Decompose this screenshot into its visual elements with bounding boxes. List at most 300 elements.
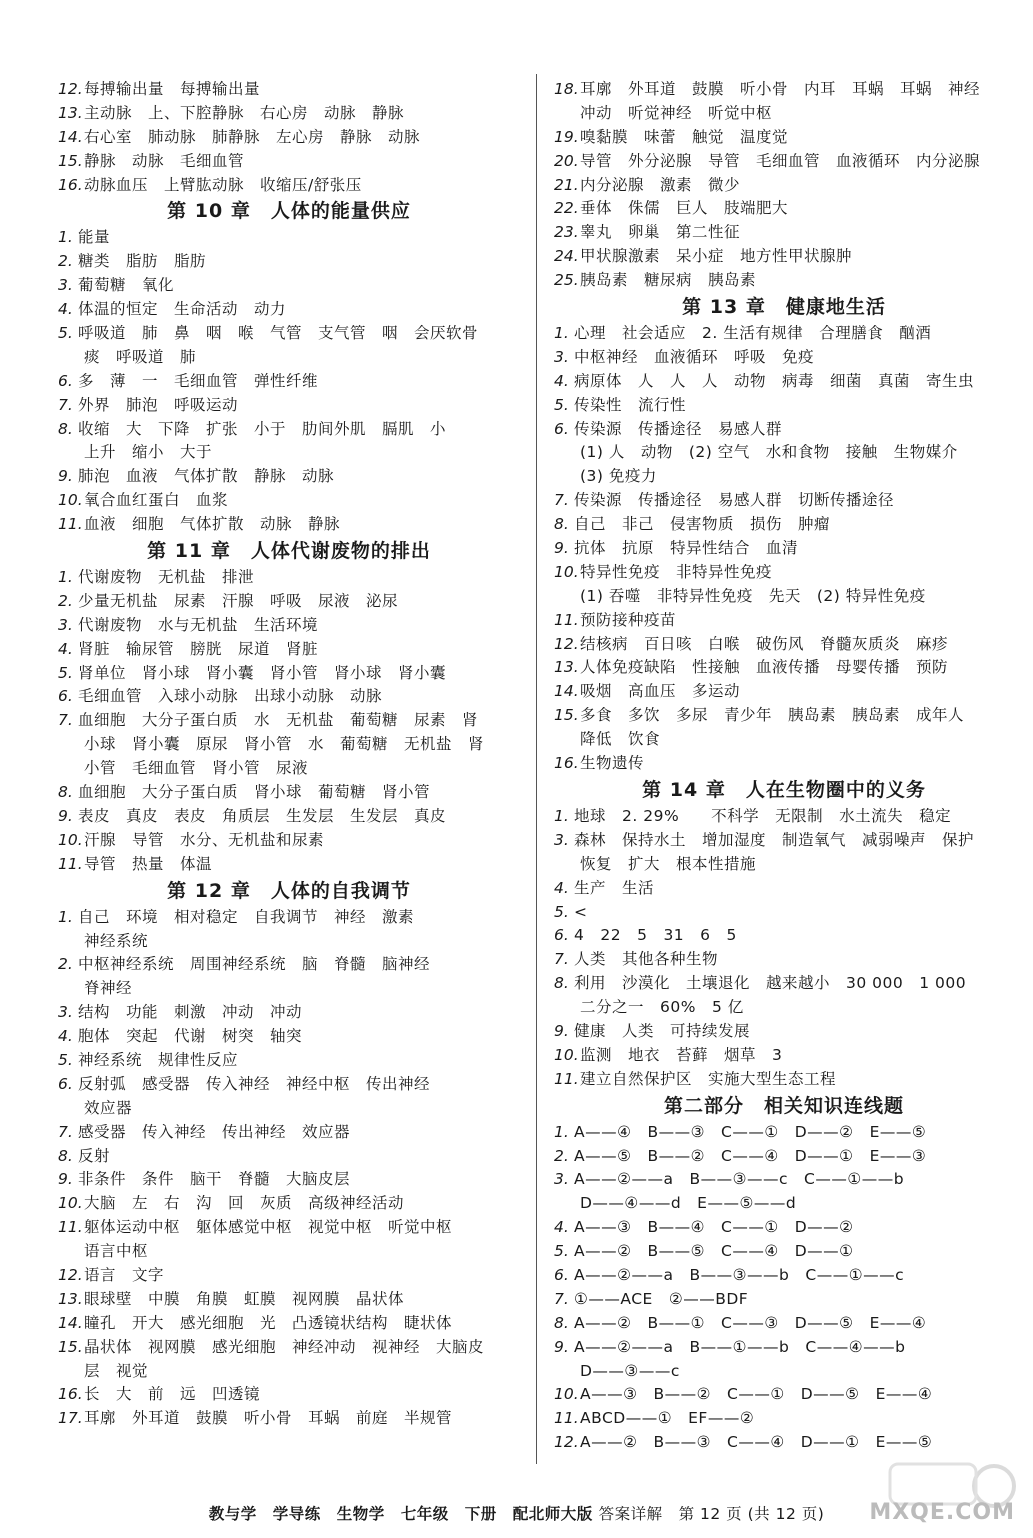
answer-line — [58, 465, 520, 489]
answer-line — [554, 269, 1014, 293]
chapter-heading: 第二部分 相关知识连线题 — [663, 1094, 904, 1117]
question-number: 12. — [58, 80, 83, 98]
answer-line — [58, 174, 520, 198]
answer-line — [58, 102, 520, 126]
answer-line — [58, 126, 520, 150]
answer-text: A——② B——③ C——④ D——① E——⑤ — [580, 1433, 933, 1452]
answer-text: 多 薄 一 毛细血管 弹性纤维 — [78, 371, 319, 390]
answer-text: 语言 文字 — [84, 1265, 165, 1284]
answer-continuation — [554, 585, 1014, 609]
answer-line — [58, 829, 520, 853]
answer-continuation — [58, 346, 520, 370]
answer-text: 预防接种疫苗 — [580, 610, 677, 629]
question-number: 14. — [58, 127, 83, 146]
question-number: 3. — [58, 615, 73, 634]
answer-text: 语言中枢 — [84, 1242, 149, 1261]
footer-page-number: 答案详解 第 12 页 (共 12 页) — [598, 1505, 825, 1523]
question-number: 3. — [554, 347, 569, 366]
answer-text: 效应器 — [84, 1098, 133, 1117]
answer-text: 痰 呼吸道 肺 — [84, 347, 197, 366]
answer-line — [554, 197, 1014, 221]
question-number: 1. — [58, 568, 73, 587]
question-number: 4. — [554, 878, 569, 897]
question-number: 14. — [554, 682, 579, 701]
answer-text: 大脑 左 右 沟 回 灰质 高级神经活动 — [84, 1194, 405, 1213]
question-number: 3. — [554, 830, 569, 849]
question-number: 4. — [58, 300, 73, 319]
question-number: 5. — [58, 1050, 73, 1069]
question-number: 23. — [554, 223, 579, 242]
question-number: 16. — [554, 754, 579, 773]
answer-text: 二分之一 60% 5 亿 — [580, 998, 744, 1017]
answer-continuation — [554, 1192, 1014, 1216]
answer-line — [554, 78, 1014, 102]
answer-line — [58, 1192, 520, 1216]
answer-text: 人类 其他各种生物 — [574, 950, 719, 969]
chapter-heading: 第 11 章 人体代谢废物的排出 — [147, 540, 431, 563]
answer-text: 感受器 传入神经 传出神经 效应器 — [78, 1122, 351, 1141]
answer-text: 毛细血管 入球小动脉 出球小动脉 动脉 — [78, 687, 383, 706]
answer-line — [58, 685, 520, 709]
answer-text: 糖类 脂肪 脂肪 — [78, 252, 207, 271]
answer-text: 晶状体 视网膜 感光细胞 神经冲动 视神经 大脑皮 — [84, 1337, 485, 1356]
answer-line — [58, 250, 520, 274]
answer-continuation — [58, 757, 520, 781]
answer-line — [554, 513, 1014, 537]
answer-line — [554, 609, 1014, 633]
question-number: 21. — [554, 175, 579, 194]
watermark-text: MXQE.COM — [869, 1500, 1015, 1525]
answer-line — [58, 638, 520, 662]
answer-column-right — [554, 78, 1014, 1455]
answer-continuation — [554, 996, 1014, 1020]
question-number: 6. — [58, 1074, 73, 1093]
answer-text: 呼吸道 肺 鼻 咽 喉 气管 支气管 咽 会厌软骨 — [78, 324, 479, 343]
answer-text: 中枢神经 血液循环 呼吸 免疫 — [574, 347, 815, 366]
question-number: 12. — [58, 1265, 83, 1284]
question-number: 9. — [554, 539, 569, 558]
answer-text: 外界 肺泡 呼吸运动 — [78, 395, 239, 414]
answer-text: 体温的恒定 生命活动 动力 — [78, 300, 287, 319]
answer-line — [58, 1407, 520, 1431]
question-number: 5. — [554, 395, 569, 414]
answer-line — [58, 370, 520, 394]
question-number: 13. — [554, 658, 579, 677]
answer-line — [554, 370, 1014, 394]
question-number: 11. — [58, 515, 83, 534]
answer-text: 少量无机盐 尿素 汗腺 呼吸 尿液 泌尿 — [78, 591, 399, 610]
question-number: 7. — [554, 491, 569, 510]
answer-line — [58, 150, 520, 174]
answer-text: 特异性免疫 非特异性免疫 — [580, 562, 773, 581]
question-number: 1. — [554, 1122, 569, 1141]
answer-text: D——③——c — [580, 1361, 680, 1380]
answer-line — [554, 394, 1014, 418]
answer-text: A——②——a B——①——b C——④——b — [574, 1337, 906, 1356]
answer-text: 脊神经 — [84, 979, 133, 998]
answer-continuation — [554, 1360, 1014, 1384]
answer-line — [58, 1049, 520, 1073]
answer-line — [554, 1020, 1014, 1044]
question-number: 24. — [554, 247, 579, 266]
answer-text: A——②——a B——③——b C——①——c — [574, 1265, 905, 1284]
question-number: 10. — [58, 830, 83, 849]
question-number: 9. — [58, 467, 73, 486]
answer-continuation — [554, 102, 1014, 126]
question-number: 4. — [554, 371, 569, 390]
question-number: 1. — [58, 907, 73, 926]
answer-text: 肾脏 输尿管 膀胱 尿道 肾脏 — [78, 639, 319, 658]
answer-text: 利用 沙漠化 土壤退化 越来越小 30 000 1 000 — [574, 974, 967, 993]
answer-text: 生产 生活 — [574, 878, 655, 897]
answer-line — [58, 489, 520, 513]
question-number: 12. — [554, 634, 579, 653]
answer-text: A——⑤ B——② C——④ D——① E——③ — [574, 1146, 927, 1165]
answer-line — [554, 346, 1014, 370]
answer-line — [58, 1336, 520, 1360]
answer-continuation — [554, 728, 1014, 752]
question-number: 11. — [58, 1218, 83, 1237]
answer-text: 导管 热量 体温 — [84, 854, 213, 873]
question-number: 1. — [58, 228, 73, 247]
column-divider — [536, 74, 537, 1464]
answer-text: 小管 毛细血管 肾小管 尿液 — [84, 759, 309, 778]
question-number: 10. — [58, 491, 83, 510]
answer-text: 吸烟 高血压 多运动 — [580, 682, 741, 701]
answer-text: 降低 饮食 — [580, 730, 661, 749]
answer-line — [554, 1312, 1014, 1336]
answer-line — [554, 221, 1014, 245]
answer-line — [554, 1044, 1014, 1068]
answer-text: 收缩 大 下降 扩张 小于 肋间外肌 膈肌 小 — [78, 419, 447, 438]
question-number: 15. — [58, 1337, 83, 1356]
answer-continuation — [58, 930, 520, 954]
answer-text: A——② B——⑤ C——④ D——① — [574, 1242, 854, 1261]
answer-line — [58, 1073, 520, 1097]
question-number: 7. — [554, 1289, 569, 1308]
answer-text: 小球 肾小囊 原尿 肾小管 水 葡萄糖 无机盐 肾 — [84, 735, 485, 754]
answer-line — [554, 1216, 1014, 1240]
answer-text: 结核病 百日咳 白喉 破伤风 脊髓灰质炎 麻疹 — [580, 634, 949, 653]
answer-text: 汗腺 导管 水分、无机盐和尿素 — [84, 830, 325, 849]
footer-book-title: 教与学 学导练 生物学 七年级 下册 配北师大版 — [208, 1505, 593, 1523]
question-number: 8. — [58, 783, 73, 802]
question-number: 8. — [554, 1313, 569, 1332]
answer-text: 每搏输出量 每搏输出量 — [84, 80, 261, 98]
answer-text: 神经系统 规律性反应 — [78, 1050, 239, 1069]
answer-line — [554, 877, 1014, 901]
question-number: 9. — [554, 1021, 569, 1040]
question-number: 10. — [58, 1194, 83, 1213]
answer-text: 上升 缩小 大于 — [84, 443, 213, 462]
answer-line — [58, 513, 520, 537]
answer-line — [554, 1383, 1014, 1407]
question-number: 2. — [58, 955, 73, 974]
question-number: 11. — [554, 610, 579, 629]
question-number: 22. — [554, 199, 579, 218]
answer-line — [554, 1121, 1014, 1145]
question-number: 3. — [58, 276, 73, 295]
answer-text: 能量 — [78, 228, 111, 247]
answer-text: 耳廓 外耳道 鼓膜 听小骨 耳蜗 前庭 半规管 — [84, 1409, 453, 1428]
question-number: 8. — [58, 1146, 73, 1165]
answer-line — [554, 680, 1014, 704]
question-number: 7. — [554, 950, 569, 969]
answer-text: 传染源 传播途径 易感人群 切断传播途径 — [574, 491, 895, 510]
answer-text: 内分泌腺 激素 微少 — [580, 175, 741, 194]
answer-text: 垂体 侏儒 巨人 肢端肥大 — [580, 199, 789, 218]
question-number: 2. — [58, 591, 73, 610]
answer-line — [58, 1168, 520, 1192]
question-number: 9. — [58, 806, 73, 825]
answer-line — [554, 805, 1014, 829]
answer-line — [58, 853, 520, 877]
answer-text: A——②——a B——③——c C——①——b — [574, 1170, 905, 1189]
answer-text: (1) 吞噬 非特异性免疫 先天 (2) 特异性免疫 — [580, 586, 926, 605]
answer-line — [58, 709, 520, 733]
answer-continuation — [58, 977, 520, 1001]
answer-text: 中枢神经系统 周围神经系统 脑 脊髓 脑神经 — [78, 955, 431, 974]
answer-line — [58, 1264, 520, 1288]
answer-text: 反射弧 感受器 传入神经 神经中枢 传出神经 — [78, 1074, 431, 1093]
answer-line — [554, 322, 1014, 346]
question-number: 2. — [554, 1146, 569, 1165]
answer-text: 右心室 肺动脉 肺静脉 左心房 静脉 动脉 — [84, 127, 421, 146]
answer-line — [554, 418, 1014, 442]
answer-text: 传染性 流行性 — [574, 395, 687, 414]
answer-text: 代谢废物 水与无机盐 生活环境 — [78, 615, 319, 634]
answer-text: 建立自然保护区 实施大型生态工程 — [580, 1069, 837, 1088]
answer-continuation — [554, 465, 1014, 489]
answer-text: A——② B——① C——③ D——⑤ E——④ — [574, 1313, 927, 1332]
answer-continuation — [58, 1240, 520, 1264]
question-number: 16. — [58, 175, 83, 194]
chapter-heading: 第 13 章 健康地生活 — [682, 296, 886, 319]
answer-line — [554, 150, 1014, 174]
answer-line — [58, 1145, 520, 1169]
chapter-heading: 第 14 章 人在生物圈中的义务 — [642, 778, 926, 801]
question-number: 8. — [58, 419, 73, 438]
answer-line — [58, 781, 520, 805]
question-number: 13. — [58, 1289, 83, 1308]
answer-text: 肺泡 血液 气体扩散 静脉 动脉 — [78, 467, 335, 486]
question-number: 13. — [58, 103, 83, 122]
question-number: 6. — [58, 687, 73, 706]
answer-text: 自己 非己 侵害物质 损伤 肿瘤 — [574, 515, 831, 534]
answer-text: 非条件 条件 脑干 脊髓 大脑皮层 — [78, 1170, 351, 1189]
answer-text: 眼球壁 中膜 角膜 虹膜 视网膜 晶状体 — [84, 1289, 405, 1308]
answer-line — [58, 394, 520, 418]
answer-line — [58, 1121, 520, 1145]
question-number: 7. — [58, 711, 73, 730]
answer-line — [58, 1312, 520, 1336]
answer-text: 胞体 突起 代谢 树突 轴突 — [78, 1027, 303, 1046]
answer-line — [554, 126, 1014, 150]
answer-line — [58, 805, 520, 829]
answer-text: 地球 2. 29% 不科学 无限制 水土流失 稳定 — [574, 806, 952, 825]
answer-line — [58, 590, 520, 614]
answer-text: 瞳孔 开大 感光细胞 光 凸透镜状结构 睫状体 — [84, 1313, 453, 1332]
answer-text: (1) 人 动物 (2) 空气 水和食物 接触 生物媒介 — [580, 443, 958, 462]
answer-text: 肾单位 肾小球 肾小囊 肾小管 肾小球 肾小囊 — [78, 663, 447, 682]
answer-text: 神经系统 — [84, 931, 149, 950]
answer-line — [58, 566, 520, 590]
question-number: 5. — [58, 324, 73, 343]
question-number: 15. — [58, 151, 83, 170]
question-number: 5. — [554, 1242, 569, 1261]
question-number: 5. — [58, 663, 73, 682]
question-number: 10. — [554, 1385, 579, 1404]
question-number: 20. — [554, 151, 579, 170]
answer-line — [554, 972, 1014, 996]
answer-text: 胰岛素 糖尿病 胰岛素 — [580, 271, 757, 290]
question-number: 25. — [554, 271, 579, 290]
answer-text: D——④——d E——⑤——d — [580, 1194, 797, 1213]
question-number: 6. — [554, 419, 569, 438]
answer-line — [58, 298, 520, 322]
answer-line — [58, 1383, 520, 1407]
answer-text: 导管 外分泌腺 导管 毛细血管 血液循环 内分泌腺 — [580, 151, 981, 170]
answer-text: 恢复 扩大 根本性措施 — [580, 854, 757, 873]
answer-line — [58, 1025, 520, 1049]
question-number: 1. — [554, 324, 569, 343]
question-number: 5. — [554, 902, 569, 921]
question-number: 8. — [554, 974, 569, 993]
question-number: 18. — [554, 80, 579, 98]
question-number: 12. — [554, 1433, 579, 1452]
question-number: 4. — [554, 1218, 569, 1237]
answer-text: 长 大 前 远 凹透镜 — [84, 1385, 261, 1404]
question-number: 14. — [58, 1313, 83, 1332]
answer-continuation — [58, 441, 520, 465]
answer-line — [554, 489, 1014, 513]
answer-text: 抗体 抗原 特异性结合 血清 — [574, 539, 799, 558]
answer-line — [554, 829, 1014, 853]
question-number: 4. — [58, 1027, 73, 1046]
answer-text: 生物遗传 — [580, 754, 645, 773]
answer-line — [554, 1068, 1014, 1092]
question-number: 6. — [554, 926, 569, 945]
answer-line — [58, 78, 520, 102]
answer-line — [58, 322, 520, 346]
answer-text: 耳廓 外耳道 鼓膜 听小骨 内耳 耳蜗 耳蜗 神经 — [580, 80, 981, 98]
answer-text: 层 视觉 — [84, 1361, 149, 1380]
question-number: 10. — [554, 562, 579, 581]
answer-continuation — [554, 441, 1014, 465]
answer-text: 结构 功能 刺激 冲动 冲动 — [78, 1003, 303, 1022]
question-number: 4. — [58, 639, 73, 658]
answer-text: 心理 社会适应 2. 生活有规律 合理膳食 酗酒 — [574, 324, 932, 343]
answer-line — [554, 948, 1014, 972]
question-number: 6. — [554, 1265, 569, 1284]
answer-continuation — [58, 1097, 520, 1121]
question-number: 7. — [58, 395, 73, 414]
answer-text: 静脉 动脉 毛细血管 — [84, 151, 245, 170]
answer-text: 健康 人类 可持续发展 — [574, 1021, 751, 1040]
answer-text: A——③ B——④ C——① D——② — [574, 1218, 854, 1237]
answer-line — [58, 662, 520, 686]
answer-text: A——④ B——③ C——① D——② E——⑤ — [574, 1122, 927, 1141]
question-number: 3. — [58, 1003, 73, 1022]
answer-text: 监测 地衣 苔藓 烟草 3 — [580, 1045, 783, 1064]
answer-line — [554, 1288, 1014, 1312]
question-number: 16. — [58, 1385, 83, 1404]
answer-text: 自己 环境 相对稳定 自我调节 神经 激素 — [78, 907, 415, 926]
answer-line — [554, 1407, 1014, 1431]
question-number: 11. — [554, 1069, 579, 1088]
answer-line — [554, 901, 1014, 925]
question-number: 19. — [554, 127, 579, 146]
answer-text: 传染源 传播途径 易感人群 — [574, 419, 783, 438]
answer-text: 甲状腺激素 呆小症 地方性甲状腺肿 — [580, 247, 853, 266]
answer-line — [554, 537, 1014, 561]
answer-line — [554, 633, 1014, 657]
answer-line — [58, 418, 520, 442]
answer-line — [58, 1216, 520, 1240]
answer-line — [554, 174, 1014, 198]
answer-text: 主动脉 上、下腔静脉 右心房 动脉 静脉 — [84, 103, 405, 122]
answer-line — [554, 924, 1014, 948]
answer-continuation — [554, 853, 1014, 877]
answer-line — [554, 245, 1014, 269]
answer-text: ABCD——① EF——② — [580, 1409, 755, 1428]
answer-text: 病原体 人 人 人 动物 病毒 细菌 真菌 寄生虫 — [574, 371, 975, 390]
question-number: 11. — [58, 854, 83, 873]
answer-line — [554, 561, 1014, 585]
answer-line — [58, 906, 520, 930]
answer-text: 躯体运动中枢 躯体感觉中枢 视觉中枢 听觉中枢 — [84, 1218, 453, 1237]
answer-text: 反射 — [78, 1146, 111, 1165]
answer-text: 冲动 听觉神经 听觉中枢 — [580, 103, 773, 122]
answer-text: 嗅黏膜 味蕾 触觉 温度觉 — [580, 127, 789, 146]
answer-line — [554, 1168, 1014, 1192]
chapter-heading: 第 12 章 人体的自我调节 — [167, 879, 411, 902]
answer-line — [554, 752, 1014, 776]
answer-text: 代谢废物 无机盐 排泄 — [78, 568, 255, 587]
question-number: 7. — [58, 1122, 73, 1141]
answer-text: 葡萄糖 氧化 — [78, 276, 175, 295]
question-number: 17. — [58, 1409, 83, 1428]
answer-line — [58, 614, 520, 638]
answer-column-left — [58, 78, 520, 1431]
answer-text: 血液 细胞 气体扩散 动脉 静脉 — [84, 515, 341, 534]
answer-text: 多食 多饮 多尿 青少年 胰岛素 胰岛素 成年人 — [580, 706, 965, 725]
question-number: 11. — [554, 1409, 579, 1428]
question-number: 9. — [58, 1170, 73, 1189]
answer-text: 表皮 真皮 表皮 角质层 生发层 生发层 真皮 — [78, 806, 447, 825]
answer-text: 4 22 5 31 6 5 — [574, 926, 737, 945]
answer-text: 睾丸 卵巢 第二性征 — [580, 223, 741, 242]
answer-line — [58, 274, 520, 298]
answer-line — [554, 1264, 1014, 1288]
answer-text: 氧合血红蛋白 血浆 — [84, 491, 229, 510]
question-number: 10. — [554, 1045, 579, 1064]
answer-line — [554, 1145, 1014, 1169]
answer-text: 森林 保持水土 增加湿度 制造氧气 减弱噪声 保护 — [574, 830, 975, 849]
question-number: 2. — [58, 252, 73, 271]
answer-line — [58, 1001, 520, 1025]
chapter-heading: 第 10 章 人体的能量供应 — [167, 200, 411, 223]
question-number: 8. — [554, 515, 569, 534]
question-number: 15. — [554, 706, 579, 725]
answer-continuation — [58, 1360, 520, 1384]
answer-line — [554, 1336, 1014, 1360]
answer-text: 人体免疫缺陷 性接触 血液传播 母婴传播 预防 — [580, 658, 949, 677]
answer-text: (3) 免疫力 — [580, 467, 657, 486]
answer-text: A——③ B——② C——① D——⑤ E——④ — [580, 1385, 933, 1404]
answer-text: 动脉血压 上臂肱动脉 收缩压/舒张压 — [84, 175, 362, 194]
answer-text: 血细胞 大分子蛋白质 肾小球 葡萄糖 肾小管 — [78, 783, 431, 802]
